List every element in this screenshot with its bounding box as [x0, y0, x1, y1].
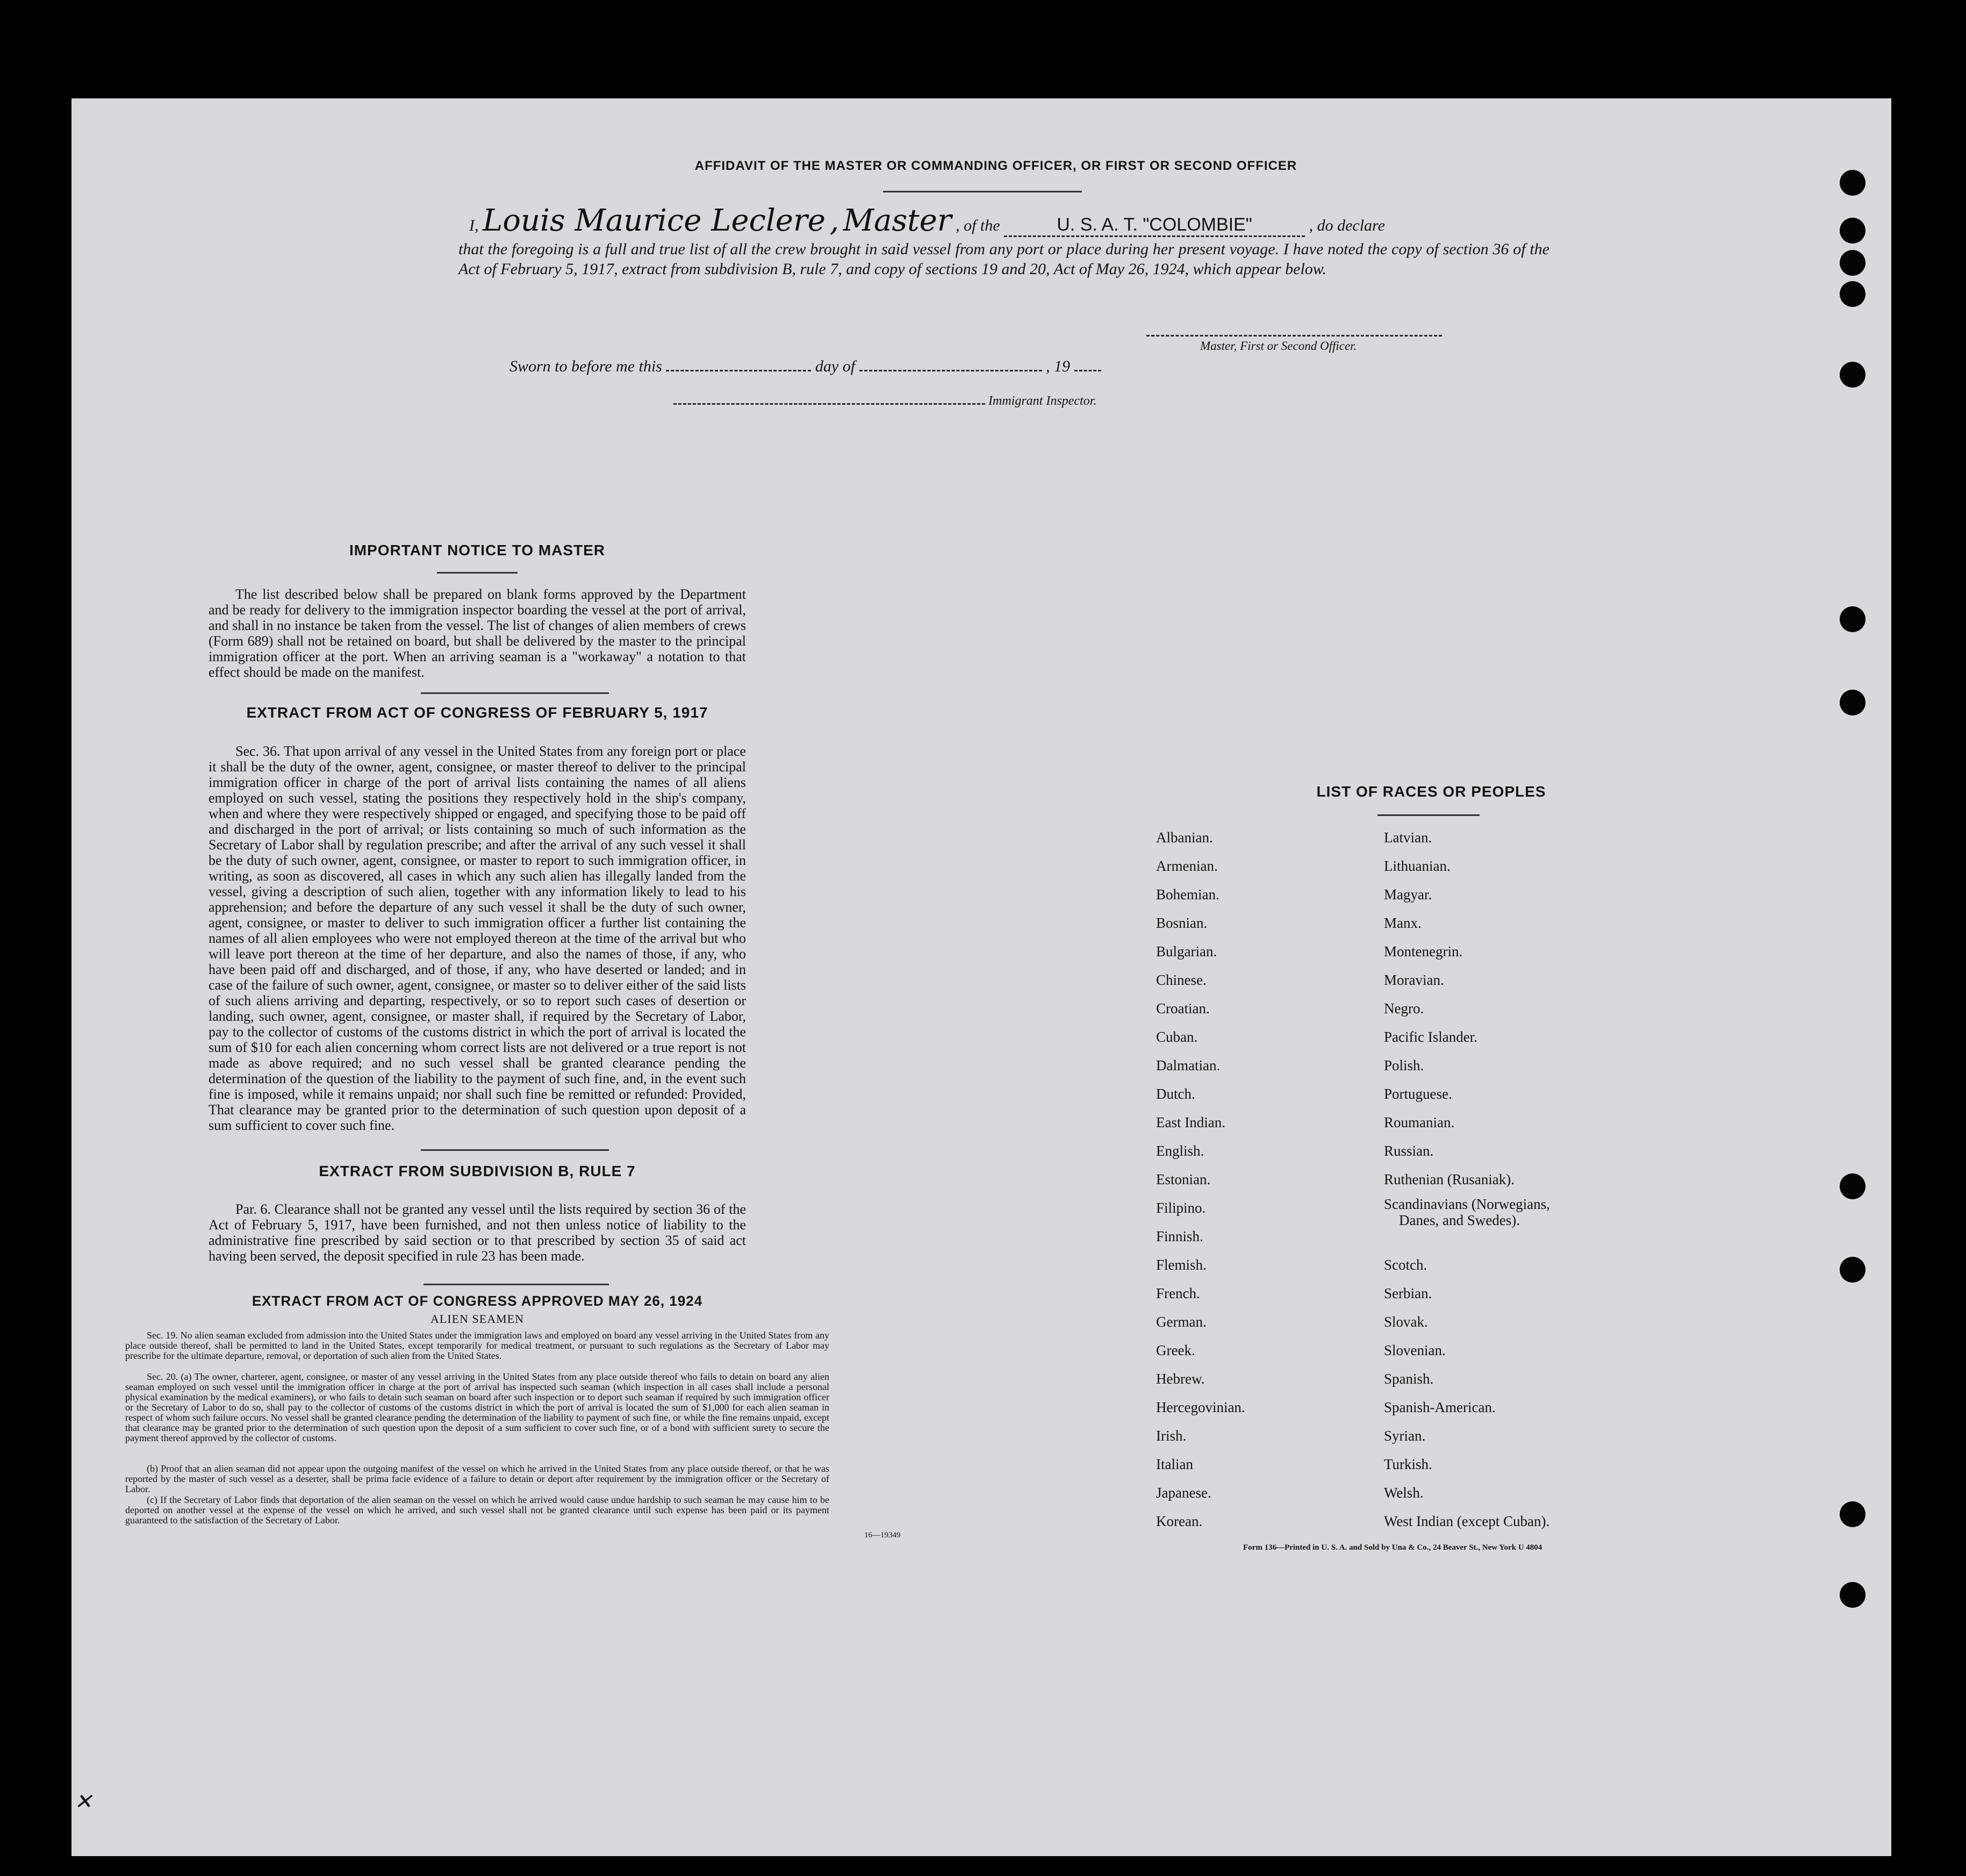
- inspector-caption: Immigrant Inspector.: [988, 394, 1097, 408]
- race-item: Montenegrin.: [1384, 943, 1463, 960]
- divider: [1377, 814, 1480, 816]
- race-item: Bohemian.: [1156, 886, 1219, 903]
- race-item: Latvian.: [1384, 829, 1432, 846]
- signature-line: [1146, 335, 1442, 336]
- subdivision-b-body: Par. 6. Clearance shall not be granted any vessel until the lists required by section 36 of the Act of February 5, 1917, have been furnished, and not then unless notice of liability to the administrative fine prescribed by said section or to that prescribed by section 35 of said act having been served, the deposit specified in rule 23 has been made.: [209, 1201, 746, 1264]
- declaration-line: [469, 203, 1560, 238]
- race-item: Slovak.: [1384, 1314, 1428, 1330]
- race-item: Scandinavians (Norwegians,: [1384, 1196, 1550, 1212]
- extract-1924-sec19: Sec. 19. No alien seaman excluded from admission into the United States under the immigration laws and employed on board any vessel arriving in the United States from any place outside thereof, shall be permitted to land in the United States, except temporarily for medical treatment, or pursuant to such regulations as the Secretary of Labor may prescribe for the ultimate departure, removal, or deportation of such alien from the United States.: [125, 1330, 829, 1361]
- race-item: Dalmatian.: [1156, 1057, 1221, 1073]
- divider: [424, 1284, 609, 1285]
- punch-hole: [1840, 170, 1865, 196]
- race-item: French.: [1156, 1285, 1200, 1301]
- sworn-text: Sworn to before me this: [510, 357, 662, 375]
- race-item: Irish.: [1156, 1428, 1187, 1444]
- race-item: Ruthenian (Rusaniak).: [1384, 1171, 1515, 1187]
- punch-hole: [1840, 690, 1865, 715]
- inspector-line: [673, 394, 1096, 409]
- inspector-blank: [673, 403, 985, 405]
- extract-1917-body: Sec. 36. That upon arrival of any vessel in the United States from any foreign port or place it shall be the duty of the owner, agent, consignee, or master thereof to deliver to the principal immigration officer in charge of the port of arrival lists containing the names of all aliens employed on such vessel, stating the positions they respectively hold in the ship's company, when and where they were respectively shipped or engaged, and specifying those to be paid off and discharged in the port of arrival; or lists containing so much of such information as the Secretary of Labor shall by regulation prescribe; and after the arrival of any such vessel it shall be the duty of such owner, agent, consignee, or master to report to such immigration officer, in writing, as soon as discovered, all cases in which any such alien has illegally landed from the vessel, giving a description of such alien, together with any information likely to lead to his apprehension; and before the departure of any such vessel it shall be the duty of such owner, agent, consignee, or master to deliver to such immigration officer a further list containing the names of all alien employees who were not employed thereon at the time of the arrival but who will leave port thereon at the time of her departure, and also the names of those, if any, who have been paid off and discharged, and of those, if any, who have deserted or landed; and in case of the failure of such owner, agent, consignee, or master so to deliver either of the said lists of such aliens arriving and departing, respectively, or so to report such cases of desertion or landing, such owner, agent, consignee, or master shall, if required by the Secretary of Labor, pay to the collector of customs of the customs district in which the port of arrival is located the sum of $10 for each alien concerning whom correct lists are not delivered or a true report is not made as above required; and no such vessel shall be granted clearance pending the determination of the question of the liability to the payment of such fine, and, in the event such fine is imposed, while it remains unpaid; nor shall such fine be remitted or refunded: Provided, That clearance may be granted prior to the determination of such question upon deposit of a sum sufficient to cover such fine.: [209, 743, 746, 1133]
- race-item: Cuban.: [1156, 1029, 1198, 1045]
- signature-caption: Master, First or Second Officer.: [1200, 339, 1357, 353]
- sworn-day-blank: [666, 370, 811, 371]
- punch-hole: [1840, 1501, 1865, 1527]
- punch-hole: [1840, 1173, 1865, 1199]
- handwriting-overline: [883, 191, 1082, 192]
- race-item: Filipino.: [1156, 1200, 1206, 1216]
- race-item: Chinese.: [1156, 972, 1207, 988]
- races-title: LIST OF RACES OR PEOPLES: [1316, 783, 1546, 800]
- divider: [437, 572, 518, 574]
- race-item: Japanese.: [1156, 1485, 1211, 1501]
- race-item: Turkish.: [1384, 1456, 1432, 1472]
- race-item: Moravian.: [1384, 972, 1444, 988]
- punch-hole: [1840, 218, 1865, 244]
- extract-1924-subtitle: ALIEN SEAMEN: [430, 1312, 524, 1326]
- race-item: Manx.: [1384, 915, 1422, 931]
- race-item: Negro.: [1384, 1000, 1424, 1016]
- margin-mark: ✕: [74, 1789, 92, 1814]
- race-item: Roumanian.: [1384, 1114, 1455, 1130]
- of-the-text: , of the: [956, 217, 1000, 234]
- sworn-year-blank: [1074, 370, 1101, 371]
- punch-hole: [1840, 606, 1865, 632]
- race-item: German.: [1156, 1314, 1207, 1330]
- extract-1924-sec20b: (b) Proof that an alien seaman did not appear upon the outgoing manifest of the vessel on which he arrived in the United States from any place outside thereof, or that he was reported by the master of such vessel as a deserter, shall be prima facie evidence of a failure to detain or deport after requirement by the immigration officer or the Secretary of Labor.: [125, 1463, 829, 1494]
- affidavit-title: AFFIDAVIT OF THE MASTER OR COMMANDING OFFICER, OR FIRST OR SECOND OFFICER: [694, 159, 1297, 173]
- rank-handwritten: Master: [843, 203, 952, 238]
- race-item: Spanish-American.: [1384, 1399, 1496, 1415]
- form-footer: Form 136—Printed in U. S. A. and Sold by Una & Co., 24 Beaver St., New York U 4804: [1243, 1543, 1542, 1552]
- punch-hole: [1840, 362, 1865, 388]
- race-item: Italian: [1156, 1456, 1193, 1472]
- race-item: Polish.: [1384, 1057, 1424, 1073]
- master-name-handwritten: Louis Maurice Leclere: [483, 203, 826, 238]
- do-declare-text: , do declare: [1309, 217, 1385, 234]
- day-of-text: day of: [815, 357, 856, 375]
- declaration-i: I,: [469, 217, 479, 234]
- form-code: 16—19349: [864, 1531, 901, 1540]
- race-item: Finnish.: [1156, 1228, 1203, 1244]
- race-item: Armenian.: [1156, 858, 1218, 874]
- race-item: Russian.: [1384, 1143, 1434, 1159]
- race-item: Portuguese.: [1384, 1086, 1452, 1102]
- notice-title: IMPORTANT NOTICE TO MASTER: [349, 542, 606, 558]
- extract-1924-sec20c: (c) If the Secretary of Labor finds that deportation of the alien seaman on the vessel on which he arrived would cause undue hardship to such seaman he may cause him to be deported on another vessel at the expense of the vessel on which he arrived, and such vessel shall not be granted clearance until such expense has been paid or its payment guaranteed to the satisfaction of the Secretary of Labor.: [125, 1494, 829, 1526]
- extract-1924-sec20a: Sec. 20. (a) The owner, charterer, agent, consignee, or master of any vessel arriving in the United States from any place outside thereof who fails to detain on board any alien seaman employed on such vessel until the immigration officer in charge at the port of arrival has inspected such seaman (which inspection in all cases shall include a personal physical examination by the medical examiners), or who fails to detain such seaman on board after such inspection or to deport such seaman if required by such immigration officer or the Secretary of Labor to do so, shall pay to the collector of customs of the customs district in which the port of arrival is located the sum of $1,000 for each alien seaman in respect of whom such failure occurs. No vessel shall be granted clearance pending the determination of the liability to payment of such fine, or while the fine remains unpaid, except that clearance may be granted prior to the determination of such question upon the deposit of a sum sufficient to cover such fine, or of a bond with sufficient surety to secure the payment thereof approved by the collector of customs.: [125, 1371, 829, 1443]
- punch-hole: [1840, 281, 1865, 307]
- year-text: , 19: [1046, 357, 1071, 375]
- race-item: English.: [1156, 1143, 1204, 1159]
- punch-hole: [1840, 1257, 1865, 1283]
- divider: [421, 692, 609, 694]
- race-item: Slovenian.: [1384, 1342, 1446, 1358]
- comma: ,: [829, 203, 840, 238]
- vessel-name: U. S. A. T. "COLOMBIE": [1004, 214, 1305, 237]
- race-item: Bulgarian.: [1156, 943, 1217, 960]
- race-item: Magyar.: [1384, 886, 1432, 903]
- sworn-line: [510, 357, 1101, 376]
- race-item: Lithuanian.: [1384, 858, 1451, 874]
- race-item: Greek.: [1156, 1342, 1195, 1358]
- race-item: Hercegovinian.: [1156, 1399, 1245, 1415]
- race-item: Danes, and Swedes).: [1399, 1212, 1520, 1228]
- race-item: Hebrew.: [1156, 1371, 1205, 1387]
- race-item: Bosnian.: [1156, 915, 1208, 931]
- race-item: Spanish.: [1384, 1371, 1434, 1387]
- race-item: East Indian.: [1156, 1114, 1225, 1130]
- race-item: Welsh.: [1384, 1485, 1424, 1501]
- document-sheet: [71, 98, 1891, 1856]
- punch-hole: [1840, 1582, 1865, 1608]
- race-item: Albanian.: [1156, 829, 1213, 846]
- race-item: Flemish.: [1156, 1257, 1207, 1273]
- race-item: Serbian.: [1384, 1285, 1432, 1301]
- notice-body: The list described below shall be prepared on blank forms approved by the Department and be ready for delivery to the immigration inspector boarding the vessel at the port of arrival, and shall in no instance be taken from the vessel. The list of changes of alien members of crews (Form 689) shall not be retained on board, but shall be delivered by the master to the principal immigration officer at the port. When an arriving seaman is a "workaway" a notation to that effect should be made on the manifest.: [209, 586, 746, 680]
- race-item: Syrian.: [1384, 1428, 1426, 1444]
- subdivision-b-title: EXTRACT FROM SUBDIVISION B, RULE 7: [319, 1163, 636, 1179]
- race-item: Estonian.: [1156, 1171, 1211, 1187]
- race-item: Scotch.: [1384, 1257, 1427, 1273]
- race-item: Pacific Islander.: [1384, 1029, 1477, 1045]
- punch-hole: [1840, 250, 1865, 276]
- race-item: Croatian.: [1156, 1000, 1210, 1016]
- race-item: Korean.: [1156, 1513, 1203, 1529]
- extract-1917-title: EXTRACT FROM ACT OF CONGRESS OF FEBRUARY 5, 1917: [246, 704, 708, 721]
- extract-1924-title: EXTRACT FROM ACT OF CONGRESS APPROVED MAY 26, 1924: [252, 1293, 703, 1309]
- divider: [421, 1149, 609, 1151]
- sworn-month-blank: [859, 370, 1042, 371]
- race-item: West Indian (except Cuban).: [1384, 1513, 1550, 1529]
- affidavit-body: that the foregoing is a full and true list of all the crew brought in said vessel from any port or place during her present voyage. I have noted the copy of section 36 of the Act of February 5, 1917, extract from subdivision B, rule 7, and copy of sections 19 and 20, Act of May 26, 1924, which appear below.: [458, 240, 1549, 278]
- race-item: Dutch.: [1156, 1086, 1195, 1102]
